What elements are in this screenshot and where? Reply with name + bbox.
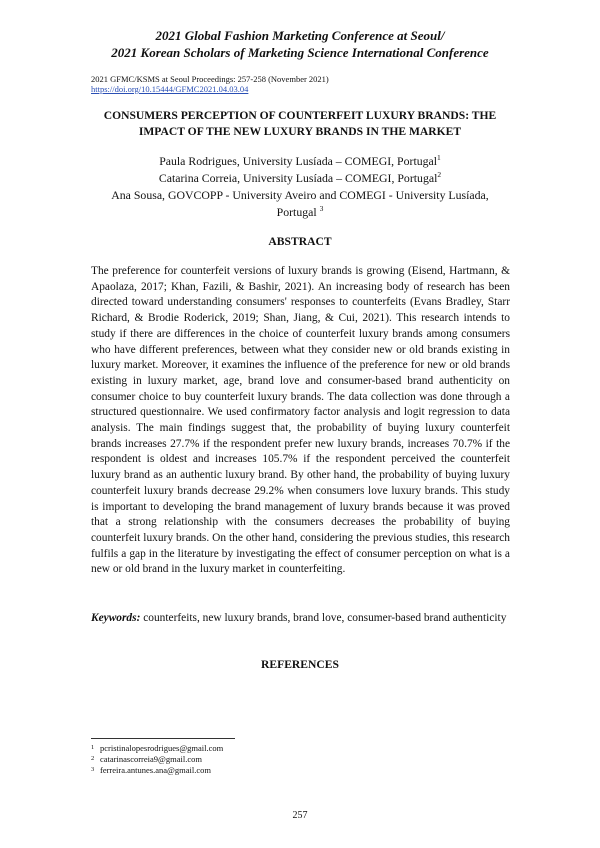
keywords-label: Keywords: [91, 612, 141, 624]
abstract-body: The preference for counterfeit versions of luxury brands is growing (Eisend, Hartmann, & Apaolaza, 2017; Khan, Fazili, & Bashir, 2021). An increasing body of research has been directed toward understanding consumers' responses to counterfeits (Evans Bradley, Starr Richard, & Brodie Roderick, 2019; Shan, Jiang, & Cui, 2021). This research intends to study if there are differences in the choice of counterfeit luxury brands among consumers who have different preferences, between what they consider new or old brands existing in luxury market. Moreover, it examines the influence of the preference for new or old brands existing in luxury market, age, brand love and consumer-based brand authenticity on consumer choice to buy counterfeit luxury brands. The data collection was done through a structured questionnaire. We used confirmatory factor analysis and logit regression to data analysis. The main findings suggest that, the probability of buying luxury counterfeit brands increases 27.7% if the respondent prefer new luxury brands, increases 70.7% if the respondent is oldest and increases 105.7% if the respondent perceived the counterfeit luxury brand as an authentic luxury brand. By other hand, the probability of buying luxury counterfeit luxury brands decrease 29.2% when consumers love luxury brands. This study is important to developing the brand management of luxury brands because it was proved that a strong relationship with the consumers decreases the probability of buying counterfeit luxury brands. On the other hand, considering the previous studies, this research fulfils a gap in the literature by investigating the effect of consumer perception on what is a new or old brand in the luxury market in counterfeiting. [91, 265, 510, 576]
conference-title-line-2: 2021 Korean Scholars of Marketing Science International Conference [111, 45, 489, 60]
footnote: 2 catarinascorreia9@gmail.com [91, 754, 202, 764]
references-heading: REFERENCES [261, 658, 339, 671]
footnote: 3 ferreira.antunes.ana@gmail.com [91, 765, 211, 775]
footnote-divider [91, 738, 235, 739]
footnote: 1 pcristinalopesrodrigues@gmail.com [91, 743, 224, 753]
paper-title-line-2: IMPACT OF THE NEW LUXURY BRANDS IN THE MARKET [138, 125, 462, 138]
keywords-text: counterfeits, new luxury brands, brand love, consumer-based brand authenticity [140, 612, 507, 624]
author-line: Paula Rodrigues, University Lusíada – COMEGI, Portugal$^1$ [159, 153, 441, 168]
author-line: Catarina Correia, University Lusíada – COMEGI, Portugal$^2$ [158, 170, 442, 185]
conference-title-line-1: 2021 Global Fashion Marketing Conference at Seoul/ [155, 28, 445, 43]
doi-link[interactable]: https://doi.org/10.15444/GFMC2021.04.03.04 [91, 84, 249, 94]
abstract-heading: ABSTRACT [268, 235, 332, 248]
proceedings-citation: 2021 GFMC/KSMS at Seoul Proceedings: 257-258 (November 2021) [91, 74, 329, 84]
author-list [80, 153, 520, 221]
keywords [91, 611, 510, 627]
author-line: Portugal $^3$ [276, 204, 324, 219]
page-number: 257 [292, 810, 308, 821]
paper-title-line-1: CONSUMERS PERCEPTION OF COUNTERFEIT LUXURY BRANDS: THE [103, 109, 497, 122]
author-line: Ana Sousa, GOVCOPP - University Aveiro and COMEGI - University Lusíada, [111, 188, 489, 202]
